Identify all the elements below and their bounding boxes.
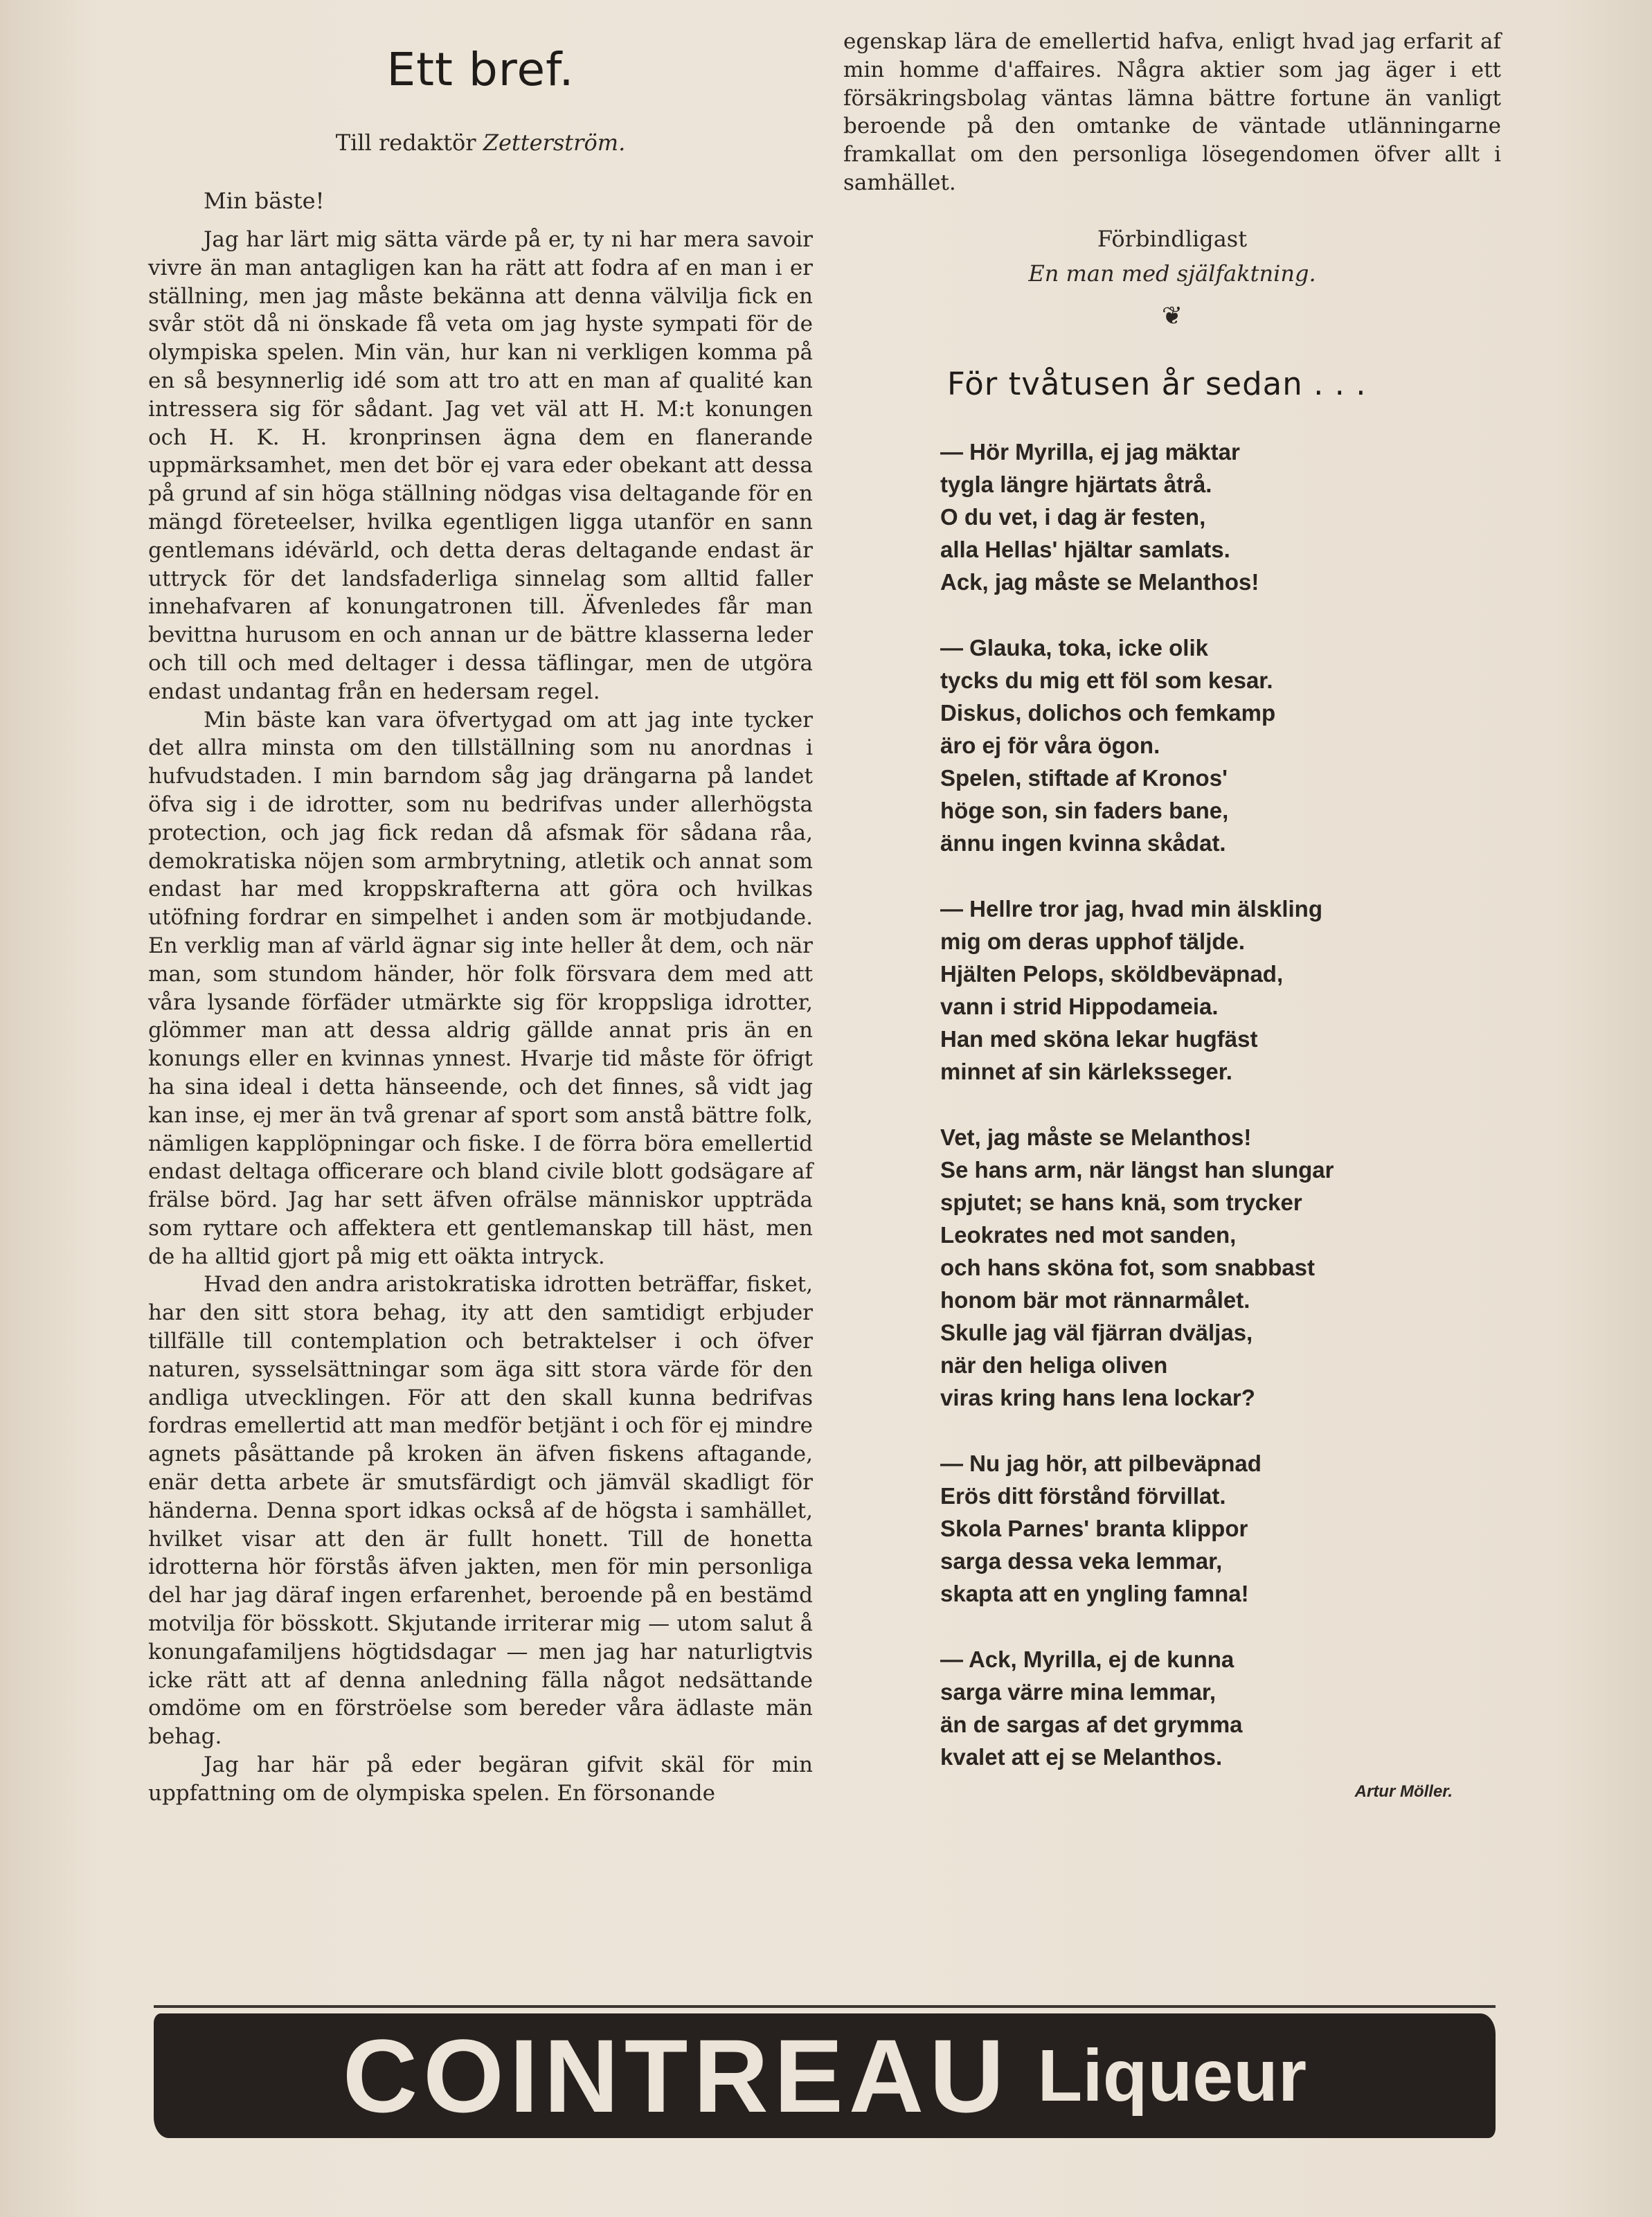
poem-stanza [940,1643,1501,1773]
right-column [843,28,1501,1804]
poem-line: viras kring hans lena lockar? [940,1384,1255,1410]
poem-line: tycks du mig ett föl som kesar. [940,667,1273,693]
poem-line: — Glauka, toka, icke olik [940,634,1208,661]
letter-title: Ett bref. [386,43,575,96]
poem-line: — Ack, Myrilla, ej de kunna [940,1646,1234,1672]
recipient-name: Zetterström. [483,129,626,156]
poem-line: sarga dessa veka lemmar, [940,1547,1223,1574]
letter-paragraph: Jag har lärt mig sätta värde på er, ty ni har mera savoir vivre än man antagligen kan ha rätt att fodra af en man i er ställning, men jag måste bekänna att denna välvilja fick en svår stöt då ni önskade få veta om jag hyste sympati för de olympiska spelen. Min vän, hur kan ni verkligen komma på en så besynnerlig idé som att tro att en man af qualité kan intressera sig för sådant. Jag vet väl att H. M:t konungen och H. K. H. kronprinsen ägna dem en flanerande uppmärksamhet, men det bör ej vara eder obekant att dessa på grund af sin höga ställning nödgas visa deltagande för en mängd företeelser, hvilka egentligen ligga utanför en sann gentlemans idévärld, och detta deras deltagande endast är uttryck för det landsfaderliga sinnelag som alltid faller innehafvaren af konungatronen till. Äfvenledes får man bevittna hurusom en och annan ur de bättre klasserna leder och till och med deltager i dessa täflingar, men de utgöra endast undantag från en hedersam regel. [148,227,813,704]
poem-line: Vet, jag måste se Melanthos! [940,1124,1252,1150]
letter-closing: Förbindligast [1097,225,1248,252]
ad-brand-name: COINTREAU [342,2018,1010,2134]
poem-stanza [940,1447,1501,1610]
letter-body [148,226,813,1808]
poem-line: honom bär mot rännarmålet. [940,1286,1250,1313]
poem-stanza [940,1121,1501,1414]
ad-product-name: Liqueur [1037,2035,1307,2117]
poem-title: För tvåtusen år sedan . . . [947,365,1367,402]
poem-line: höge son, sin faders bane, [940,797,1229,823]
poem-line: Skola Parnes' branta klippor [940,1515,1248,1541]
poem-line: än de sargas af det grymma [940,1711,1243,1737]
poem-author: Artur Möller. [1354,1781,1453,1801]
poem-line: O du vet, i dag är festen, [940,503,1206,530]
letter-column [148,28,813,1808]
cointreau-advertisement [154,2013,1496,2138]
poem-line: ännu ingen kvinna skådat. [940,829,1226,856]
poem-line: Skulle jag väl fjärran dväljas, [940,1319,1253,1345]
poem-line: alla Hellas' hjältar samlats. [940,536,1230,562]
letter-recipient [148,127,813,158]
poem-line: och hans sköna fot, som snabbast [940,1254,1315,1280]
poem-line: Se hans arm, när längst han slungar [940,1156,1334,1183]
poem-line: Ack, jag måste se Melanthos! [940,568,1259,595]
letter-signature: En man med själfaktning. [1028,260,1316,287]
poem-line: minnet af sin kärleksseger. [940,1058,1232,1084]
poem-line: Spelen, stiftade af Kronos' [940,764,1228,791]
poem-line: kvalet att ej se Melanthos. [940,1743,1223,1770]
letter-paragraph: Jag har här på eder begäran gifvit skäl för min uppfattning om de olympiska spelen. En försonande [148,1752,813,1806]
poem-line: Erös ditt förstånd förvillat. [940,1482,1226,1509]
poem-line: — Nu jag hör, att pilbeväpnad [940,1450,1262,1476]
poem-line: Leokrates ned mot sanden, [940,1221,1237,1248]
poem-line: vann i strid Hippodameia. [940,993,1219,1019]
letter-salutation: Min bäste! [204,188,325,214]
advertisement-divider [154,2005,1496,2008]
letter-continuation: egenskap lära de emellertid hafva, enligt hvad jag erfarit af min homme d'affaires. Några aktier som jag äger i ett försäkringsbolag väntas lämna bättre fortune än vanligt beroende på den omtanke de väntade utlänningarne framkallat om den personliga lösegendomen öfver allt i samhället. [843,29,1501,195]
poem-stanza [940,436,1501,598]
poem-line: mig om deras upphof täljde. [940,928,1246,954]
poem-stanza [940,892,1501,1088]
fleuron-ornament-icon: ❦ [1161,301,1183,330]
poem-line: spjutet; se hans knä, som trycker [940,1189,1302,1215]
poem-line: när den heliga oliven [940,1352,1168,1378]
letter-paragraph: Hvad den andra aristokratiska idrotten beträffar, fisket, har den sitt stora behag, ity att den samtidigt erbjuder tillfälle till contemplation och betraktelser i och öfver naturen, sysselsättningar som äga sitt stora värde för den andliga utvecklingen. För att den skall kunna bedrifvas fordras emellertid att man medför betjänt i och för ej mindre agnets påsättande på kroken än äfven fiskens aftagande, enär detta arbete är smutsfärdigt och jämväl skadligt för händerna. Denna sport idkas också af de högsta i samhället, hvilket visar att den är fullt honett. Till de honetta idrotterna hör förstås äfven jakten, men för min personliga del har jag däraf ingen erfarenhet, beroende på en bestämd motvilja för bösskott. Skjutande irriterar mig — utom salut å konungafamiljens högtidsdagar — men jag har naturligtvis icke rätt att af denna anledning fälla något nedsättande omdöme om en förströelse som bereder våra ädlaste män behag. [148,1272,813,1750]
poem-line: skapta att en yngling famna! [940,1580,1249,1606]
recipient-prefix: Till redaktör [335,129,483,156]
poem-line: tygla längre hjärtats åtrå. [940,471,1212,497]
poem-line: — Hellre tror jag, hvad min älskling [940,895,1322,922]
poem-stanza [940,631,1501,859]
poem-line: sarga värre mina lemmar, [940,1678,1216,1705]
poem-line: — Hör Myrilla, ej jag mäktar [940,438,1240,465]
poem-line: Diskus, dolichos och femkamp [940,699,1276,726]
poem-line: äro ej för våra ögon. [940,732,1160,758]
poem-line: Han med sköna lekar hugfäst [940,1025,1258,1052]
letter-paragraph: Min bäste kan vara öfvertygad om att jag inte tycker det allra minsta om den tillställning som nu anordnas i hufvudstaden. I min barndom såg jag drängarna på landet öfva sig i de idrotter, som nu bedrifvas under allerhögsta protection, och jag fick redan då afsmak för sådana råa, demokratiska nöjen som armbrytning, atletik och annat som endast har med kroppskrafterna att göra och hvilkas utöfning fordrar en simpelhet i anden som är motbjudande. En verklig man af värld ägnar sig inte heller åt dem, och när man, som stundom händer, hör folk försvara dem med att våra lysande förfäder utmärkte sig för kroppsliga idrotter, glömmer man att dessa aldrig gällde annat pris än en konungs eller en kvinnas ynnest. Hvarje tid måste för öfrigt ha sina ideal i detta hänseende, och det finnes, så vidt jag kan inse, ej mer än två grenar af sport som anstå bättre folk, nämligen kapplöpningar och fiske. I de förra böra emellertid endast deltaga officerare och bland civile blott godsägare af frälse börd. Jag har sett äfven ofrälse människor uppträda som ryttare och affektera ett gentlemanskap till häst, men de ha alltid gjort på mig ett oäkta intryck. [148,707,813,1269]
poem-line: Hjälten Pelops, sköldbeväpnad, [940,960,1284,987]
